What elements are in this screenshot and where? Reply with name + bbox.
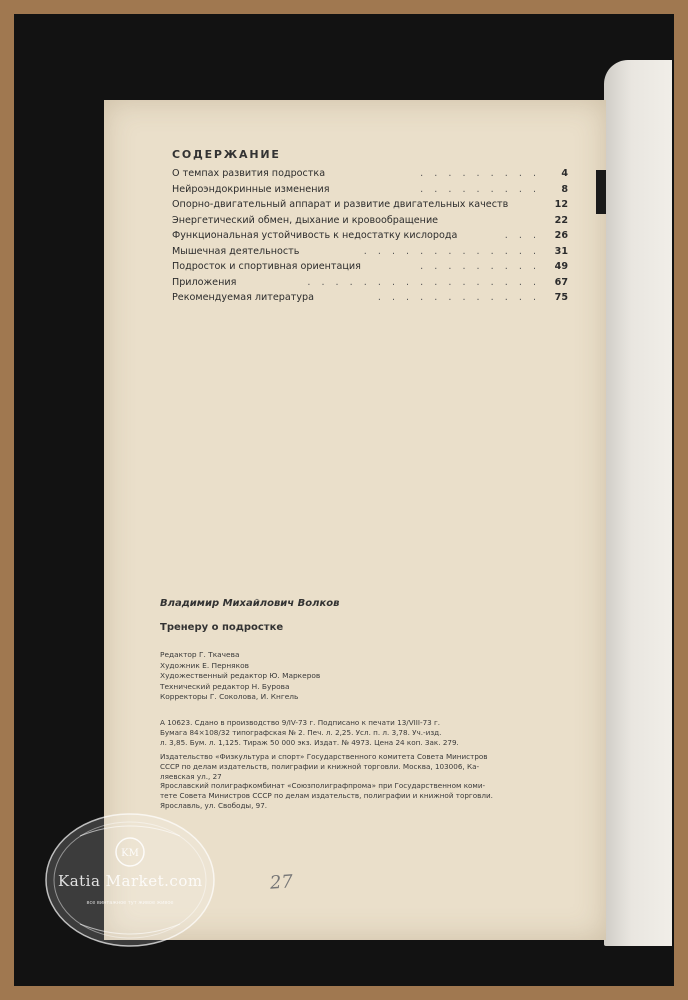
imprint-line: Бумага 84×108/32 типографская № 2. Печ. л. 2,25. Усл. п. л. 3,78. Уч.-изд. <box>160 727 442 737</box>
toc-entry-page: 31 <box>554 245 568 257</box>
toc-entry-title: Мышечная деятельность <box>172 245 300 257</box>
adjacent-page <box>604 60 672 946</box>
toc-entry: . . . Функциональная устойчивость к недостатку кислорода 26 <box>172 230 568 241</box>
toc-entry-title: О темпах развития подростка <box>172 168 326 179</box>
publisher-line: СССР по делам издательств, полиграфии и книжной торговли. Москва, 103006, Ка- <box>160 761 480 771</box>
toc-entry-title: Приложения <box>172 276 237 288</box>
imprint-details <box>160 718 590 747</box>
handwritten-number: 27 <box>269 871 294 894</box>
toc-entry: . . . . . . . . . . . . Рекомендуемая литература 75 <box>172 292 568 303</box>
toc-entry-page: 67 <box>554 276 568 288</box>
publisher-line: Ярославль, ул. Свободы, 97. <box>160 800 268 810</box>
publisher-line: Ярославский полиграфкомбинат «Союзполиграфпрома» при Государственном коми- <box>160 781 486 791</box>
toc-entry: . . . . . . . . . . . . . . . . . Приложения 67 <box>172 276 568 288</box>
watermark-tagline: все винтажное тут живое живое <box>86 900 174 906</box>
publisher-line: тете Совета Министров СССР по делам издательств, полиграфии и книжной торговли. <box>160 791 493 801</box>
credit-line: Художественный редактор Ю. Маркеров <box>160 671 321 681</box>
toc-entry-page: 75 <box>554 292 568 303</box>
toc-entry: . . . . . . . . . . . . . Мышечная деятельность 31 <box>172 245 568 257</box>
toc-entry-title: Нейроэндокринные изменения <box>172 183 330 195</box>
publisher-line: Издательство «Физкультура и спорт» Государственного комитета Совета Министров <box>160 752 488 761</box>
toc-entry-title: Функциональная устойчивость к недостатку кислорода <box>172 230 458 241</box>
toc-entry-page: 49 <box>554 261 568 272</box>
credit-line: Технический редактор Н. Бурова <box>160 681 290 691</box>
imprint-line: л. 3,85. Бум. л. 1,125. Тираж 50 000 экз. Издат. № 4973. Цена 24 коп. Зак. 279. <box>160 737 459 747</box>
publisher-info <box>160 752 590 811</box>
toc-entry: . . . . . . . . . О темпах развития подростка 4 <box>172 168 568 179</box>
credits <box>160 650 320 703</box>
toc-entry-title: Рекомендуемая литература <box>172 292 314 303</box>
toc-entry-title: Опорно-двигательный аппарат и развитие двигательных качеств <box>172 199 509 210</box>
imprint-line: А 10623. Сдано в производство 9/IV-73 г. Подписано к печати 13/VIII-73 г. <box>160 718 441 727</box>
credit-line: Корректоры Г. Соколова, И. Кнгель <box>160 692 299 702</box>
toc-heading: СОДЕРЖАНИЕ <box>172 148 281 161</box>
toc-entry-page: 26 <box>554 230 568 241</box>
toc-entry <box>172 199 568 215</box>
table-of-contents <box>172 168 568 308</box>
toc-entry-page: 22 <box>554 214 568 226</box>
toc-entry: . . . . . . . . . Подросток и спортивная ориентация 49 <box>172 261 568 272</box>
author-name: Владимир Михайлович Волков <box>160 598 340 609</box>
spine-edge <box>596 170 606 214</box>
toc-entry-title: Подросток и спортивная ориентация <box>172 261 361 272</box>
toc-entry <box>172 215 568 231</box>
book-title: Тренеру о подростке <box>160 622 284 633</box>
toc-entry: . . . . . . . . . Нейроэндокринные изменения 8 <box>172 183 568 195</box>
watermark-monogram: KM <box>121 848 139 859</box>
watermark-text: Katia Market.com <box>58 872 203 890</box>
credit-line: Художник Е. Перняков <box>160 660 249 670</box>
toc-entry-page: 8 <box>561 183 568 195</box>
toc-entry-title: Энергетический обмен, дыхание и кровообращение <box>172 214 439 226</box>
publisher-line: ляевская ул., 27 <box>160 771 222 781</box>
toc-entry-page: 12 <box>554 199 568 210</box>
credit-line: Редактор Г. Ткачева <box>160 650 240 659</box>
toc-entry-page: 4 <box>561 168 568 179</box>
